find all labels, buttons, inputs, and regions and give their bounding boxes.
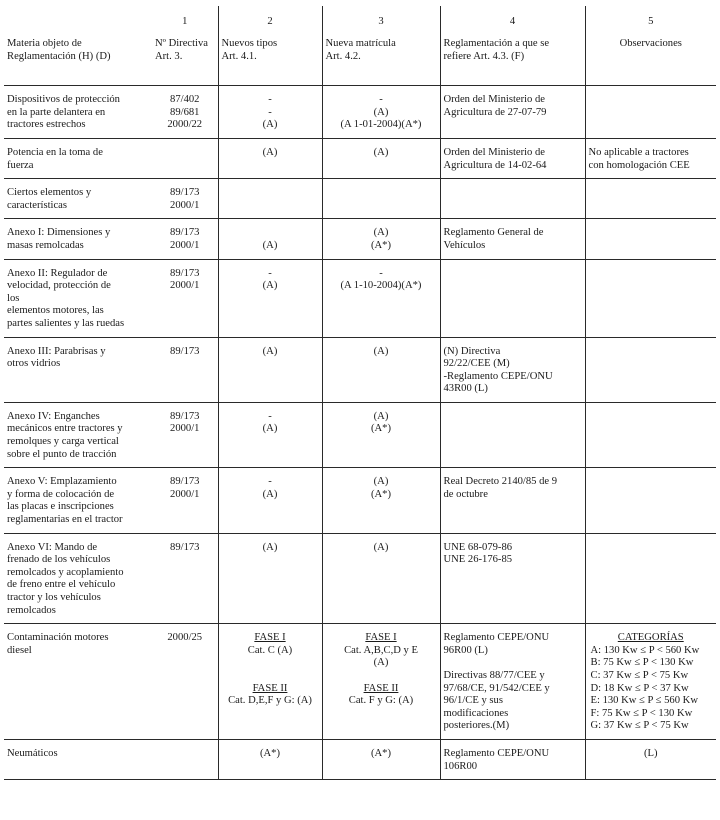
cell-directiva [152,739,218,779]
cell-nuevos-tipos [218,337,322,402]
cell-directiva-line: 2000/1 [170,488,200,500]
cell-materia-line: Anexo IV: Enganches [7,410,100,422]
cell-reglamentacion-line: Real Decreto 2140/85 de 9 [443,476,558,488]
cell-reglamentacion-line: de octubre [443,488,488,500]
cell-nueva-matricula [322,219,440,259]
cell-directiva-line: 89/173 [170,541,200,553]
cell-observaciones [585,624,716,740]
cell-nueva-matricula-line: (A) [373,227,389,239]
cell-materia-line: remolcados [7,604,56,616]
cell-observaciones-line: con homologación CEE [588,159,690,171]
cell-observaciones [585,739,716,779]
cell-reglamentacion [440,138,585,178]
column-header-row [4,30,716,86]
cell-observaciones-line: D: 18 Kw ≤ P < 37 Kw [590,682,689,694]
table-row [4,533,716,624]
cell-reglamentacion-line: 92/22/CEE (M) [443,358,510,370]
cell-observaciones [585,259,716,337]
cell-observaciones-line: CATEGORÍAS [617,632,684,644]
cell-materia-line: sobre el punto de tracción [7,448,117,460]
cell-reglamentacion-line: Directivas 88/77/CEE y [443,669,545,681]
cell-directiva-line: 89/173 [170,476,200,488]
cell-nuevos-tipos-line: (A) [262,119,278,131]
cell-directiva-line: 89/173 [170,345,200,357]
cell-nuevos-tipos [218,138,322,178]
cell-materia-line: velocidad, protección de [7,280,111,292]
cell-directiva [152,86,218,139]
cell-reglamentacion [440,337,585,402]
cell-observaciones-line: No aplicable a tractores [588,146,689,158]
cell-nueva-matricula-line: (A*) [370,239,391,251]
cell-materia-line: remolques y carga vertical [7,436,119,448]
cell-reglamentacion-line: Orden del Ministerio de [443,146,545,158]
cell-materia-line: tractor y los vehículos [7,592,101,603]
cell-nuevos-tipos-line: FASE I [254,632,286,644]
cell-directiva [152,468,218,533]
cell-nueva-matricula-line: (A*) [370,747,391,759]
cell-nueva-matricula-line: - [379,94,383,106]
cell-reglamentacion [440,533,585,624]
cell-materia-line: y forma de colocación de [7,488,115,500]
cell-materia [4,337,152,402]
cell-nuevos-tipos-line: Cat. D,E,F y G: (A) [228,695,312,707]
cell-reglamentacion-line: 96/1/CE y sus [443,695,503,707]
cell-observaciones-line: B: 75 Kw ≤ P < 130 Kw [590,657,694,669]
table-row [4,259,716,337]
cell-nuevos-tipos-line [222,670,319,683]
cell-directiva [152,259,218,337]
cell-nuevos-tipos-line: - [268,410,272,422]
cell-directiva-line: 2000/22 [167,119,203,131]
cell-materia-line: remolcados y acoplamiento [7,566,124,578]
cell-observaciones-line: C: 37 Kw ≤ P < 75 Kw [590,669,689,681]
cell-directiva [152,533,218,624]
cell-reglamentacion-line: Agricultura de 14-02-64 [443,159,547,171]
cell-reglamentacion [440,624,585,740]
cell-nueva-matricula [322,402,440,467]
cell-materia [4,468,152,533]
cell-nueva-matricula [322,533,440,624]
cell-nueva-matricula [322,259,440,337]
cell-nuevos-tipos-line: - [268,106,272,118]
cell-directiva [152,402,218,467]
cell-nueva-matricula-line: (A) [373,657,389,669]
cell-nuevos-tipos-line [222,657,319,670]
cell-materia-line: de freno entre el vehículo [7,579,116,591]
cell-reglamentacion-line: UNE 26-176-85 [443,554,513,566]
cell-nuevos-tipos-line: - [268,476,272,488]
cell-reglamentacion-line: 96R00 (L) [443,644,488,656]
cell-nueva-matricula-line: - [379,267,383,279]
cell-materia [4,533,152,624]
cell-nuevos-tipos-line: FASE II [252,682,288,694]
cell-reglamentacion-line: 43R00 (L) [443,383,488,395]
cell-directiva-line: 2000/25 [167,632,203,644]
cell-directiva-line: 89/173 [170,187,200,199]
table-row [4,624,716,740]
cell-nuevos-tipos [218,86,322,139]
cell-reglamentacion-line: Agricultura de 27-07-79 [443,106,547,118]
cell-nueva-matricula-line: FASE I [365,632,397,644]
cell-reglamentacion-line: Reglamento CEPE/ONU [443,632,550,644]
cell-reglamentacion [440,86,585,139]
cell-observaciones [585,179,716,219]
cell-materia-line: Anexo I: Dimensiones y [7,227,111,239]
cell-nueva-matricula-line: (A) [373,541,389,553]
cell-reglamentacion [440,468,585,533]
cell-nuevos-tipos-line: (A) [262,345,278,357]
cell-nueva-matricula-line: (A) [373,476,389,488]
cell-nuevos-tipos-line: Cat. C (A) [247,644,293,656]
cell-materia-line: Anexo VI: Mando de [7,541,98,553]
cell-reglamentacion-line: -Reglamento CEPE/ONU [443,370,553,382]
regulation-document [4,6,716,780]
cell-materia-line: mecánicos entre tractores y [7,423,123,435]
cell-observaciones [585,138,716,178]
col-number-2: 2 [218,6,322,30]
cell-nueva-matricula [322,337,440,402]
cell-directiva-line: 89/681 [170,106,200,118]
cell-nuevos-tipos-line: (A*) [259,747,280,759]
cell-materia-line: Neumáticos [7,747,58,759]
cell-reglamentacion [440,179,585,219]
cell-directiva [152,337,218,402]
cell-reglamentacion-line: Reglamento CEPE/ONU [443,747,550,759]
cell-nuevos-tipos [218,259,322,337]
cell-materia-line: frenado de los vehículos [7,554,111,566]
cell-materia-line: fuerza [7,159,34,171]
cell-observaciones [585,468,716,533]
cell-directiva-line: 2000/1 [170,423,200,435]
cell-directiva-line: 2000/1 [170,280,200,292]
cell-materia [4,402,152,467]
cell-materia-line: en la parte delantera en [7,106,106,118]
regulation-table [4,6,716,780]
cell-observaciones [585,86,716,139]
cell-directiva-line: 89/173 [170,267,200,279]
cell-nuevos-tipos-line [222,227,319,240]
cell-nuevos-tipos-line: (A) [262,423,278,435]
cell-directiva-line: 87/402 [170,94,200,106]
cell-directiva [152,624,218,740]
cell-directiva-line: 2000/1 [170,239,200,251]
cell-nueva-matricula [322,624,440,740]
cell-nuevos-tipos-line: (A) [262,239,278,251]
cell-materia-line: diesel [7,644,32,656]
cell-reglamentacion-line: posteriores.(M) [443,720,510,732]
cell-nueva-matricula [322,86,440,139]
cell-materia-line: características [7,199,67,211]
col-number-4: 4 [440,6,585,30]
cell-materia-line: Ciertos elementos y [7,187,92,199]
cell-materia-line: Contaminación motores [7,632,109,644]
cell-directiva-line: 2000/1 [170,199,200,211]
header-observaciones: Observaciones [585,30,716,86]
cell-nueva-matricula [322,739,440,779]
cell-reglamentacion-line: modificaciones [443,707,509,719]
cell-observaciones-line: (L) [643,747,658,759]
cell-materia [4,219,152,259]
table-row [4,739,716,779]
cell-nueva-matricula-line: Cat. F y G: (A) [348,695,414,707]
cell-materia-line: Anexo III: Parabrisas y [7,345,106,357]
header-directiva: Nº Directiva Art. 3. [155,38,208,62]
cell-nueva-matricula-line: (A*) [370,488,391,500]
cell-materia [4,624,152,740]
table-row [4,337,716,402]
header-nuevos-tipos: Nuevos tipos Art. 4.1. [218,30,322,86]
cell-nuevos-tipos-line: (A) [262,488,278,500]
cell-observaciones [585,402,716,467]
cell-nuevos-tipos [218,624,322,740]
table-row [4,179,716,219]
cell-materia-line: los [7,292,20,304]
cell-observaciones-line: G: 37 Kw ≤ P < 75 Kw [590,720,689,732]
col-number-materia [4,6,152,30]
cell-nuevos-tipos [218,739,322,779]
cell-nuevos-tipos-line: (A) [262,280,278,292]
cell-directiva [152,179,218,219]
cell-nueva-matricula-line: (A) [373,146,389,158]
cell-materia [4,86,152,139]
cell-directiva-line: 89/173 [170,227,200,239]
cell-nuevos-tipos-line: - [268,94,272,106]
cell-reglamentacion-line: 97/68/CE, 91/542/CEE y [443,682,550,694]
cell-observaciones [585,533,716,624]
cell-materia [4,259,152,337]
cell-materia-line: otros vidrios [7,358,61,370]
cell-reglamentacion-line: UNE 68-079-86 [443,541,513,553]
table-body [4,86,716,780]
cell-reglamentacion [440,259,585,337]
cell-materia-line: tractores estrechos [7,119,86,131]
cell-nueva-matricula-line: (A) [373,410,389,422]
cell-observaciones [585,337,716,402]
cell-reglamentacion [440,739,585,779]
header-nueva-matricula: Nueva matrícula Art. 4.2. [322,30,440,86]
table-row [4,86,716,139]
cell-nuevos-tipos [218,402,322,467]
cell-observaciones-line: E: 130 Kw ≤ P ≤ 560 Kw [590,695,698,707]
header-materia: Materia objeto de Reglamentación (H) (D) [7,38,111,62]
col-number-3: 3 [322,6,440,30]
cell-directiva-line: 89/173 [170,410,200,422]
table-row [4,138,716,178]
cell-materia-line: Anexo II: Regulador de [7,267,108,279]
cell-nueva-matricula-line [326,670,437,683]
cell-materia [4,179,152,219]
cell-observaciones [585,219,716,259]
table-row [4,468,716,533]
column-number-row [4,6,716,30]
cell-observaciones-line: F: 75 Kw ≤ P < 130 Kw [590,707,693,719]
cell-nuevos-tipos-line: (A) [262,146,278,158]
cell-reglamentacion-line: Orden del Ministerio de [443,94,545,106]
cell-directiva [152,219,218,259]
col-number-1: 1 [182,16,188,27]
cell-nueva-matricula-line: (A*) [370,423,391,435]
header-reglamentacion: Reglamentación a que se refiere Art. 4.3. (F) [440,30,585,86]
cell-materia-line: Potencia en la toma de [7,146,103,158]
cell-observaciones-line: A: 130 Kw ≤ P < 560 Kw [590,644,700,656]
table-row [4,402,716,467]
cell-materia-line: partes salientes y las ruedas [7,317,125,329]
cell-nuevos-tipos-line: (A) [262,541,278,553]
cell-nueva-matricula-line: Cat. A,B,C,D y E [344,644,418,656]
cell-reglamentacion [440,219,585,259]
cell-nueva-matricula-line: (A 1-01-2004)(A*) [340,119,422,131]
cell-reglamentacion-line: Reglamento General de [443,227,544,239]
cell-nuevos-tipos [218,219,322,259]
cell-nueva-matricula [322,138,440,178]
cell-nueva-matricula [322,179,440,219]
cell-reglamentacion [440,402,585,467]
table-row [4,219,716,259]
cell-nueva-matricula-line: (A 1-10-2004)(A*) [340,280,422,292]
cell-reglamentacion-line: 106R00 [443,760,478,772]
cell-materia-line: elementos motores, las [7,305,104,317]
cell-nueva-matricula-line: FASE II [363,682,399,694]
cell-materia-line: Anexo V: Emplazamiento [7,476,117,488]
cell-reglamentacion-line: Vehículos [443,239,486,251]
cell-nuevos-tipos [218,533,322,624]
cell-nuevos-tipos [218,179,322,219]
cell-materia-line: las placas e inscripciones [7,501,114,513]
cell-nuevos-tipos [218,468,322,533]
cell-reglamentacion-line: (N) Directiva [443,345,501,357]
cell-reglamentacion-line [444,657,582,670]
cell-materia [4,739,152,779]
cell-nueva-matricula-line: (A) [373,106,389,118]
col-number-5: 5 [585,6,716,30]
cell-materia-line: reglamentarias en el tractor [7,514,123,526]
cell-materia [4,138,152,178]
cell-directiva [152,138,218,178]
cell-materia-line: masas remolcadas [7,239,84,251]
cell-nuevos-tipos-line: - [268,267,272,279]
cell-materia-line: Dispositivos de protección [7,94,120,106]
cell-nueva-matricula [322,468,440,533]
cell-nueva-matricula-line: (A) [373,345,389,357]
